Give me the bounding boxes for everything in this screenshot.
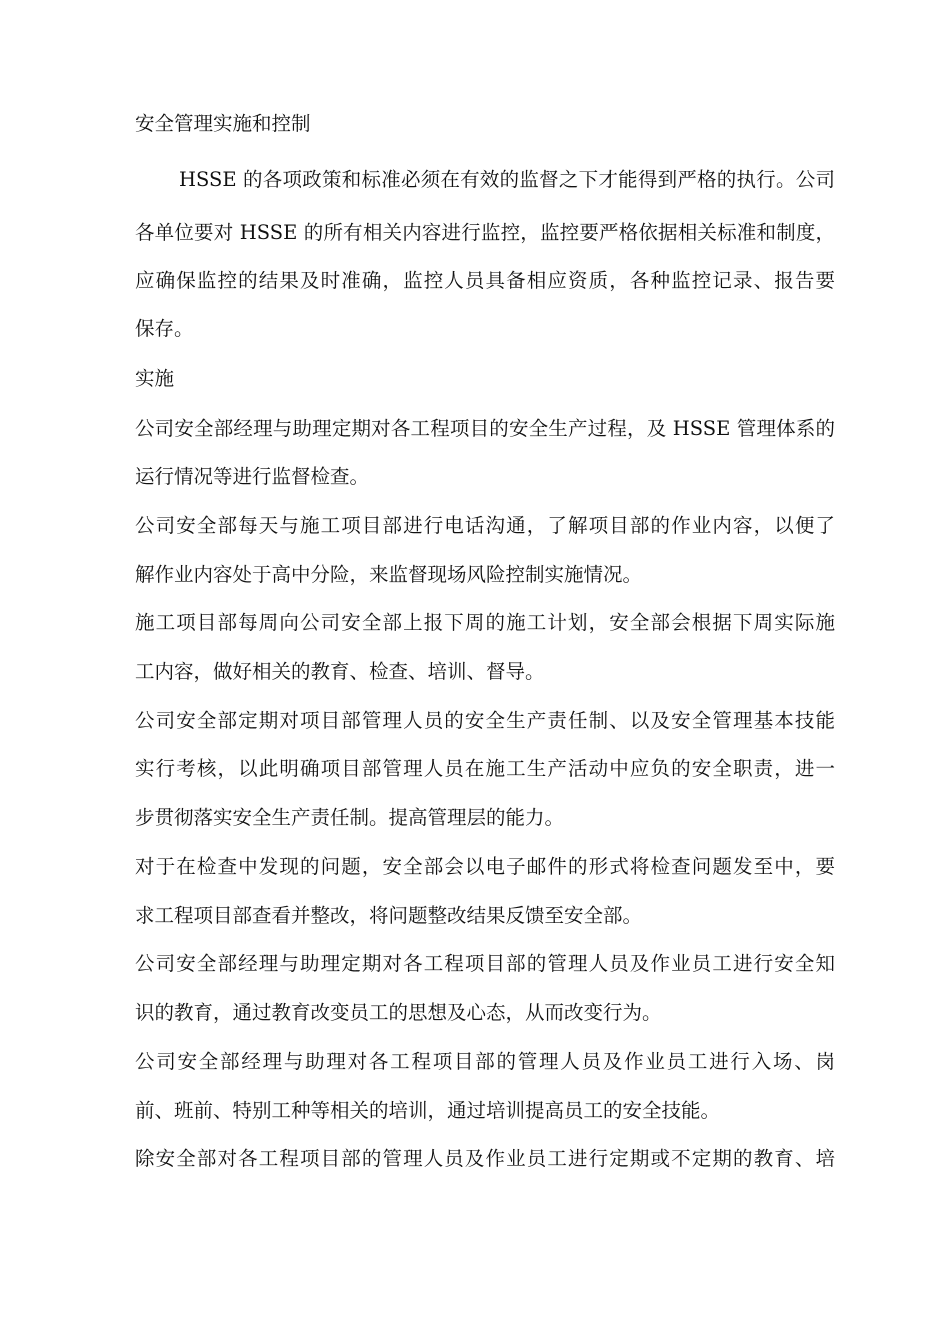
body-line-3: 公司安全部每天与施工项目部进行电话沟通，了解项目部的作业内容，以便了 — [135, 514, 835, 537]
body-line-15: 前、班前、特别工种等相关的培训，通过培训提高员工的安全技能。 — [135, 1099, 721, 1122]
body-line-13: 识的教育，通过教育改变员工的思想及心态，从而改变行为。 — [135, 1001, 662, 1024]
body-line-5: 施工项目部每周向公司安全部上报下周的施工计划，安全部会根据下周实际施 — [135, 611, 835, 634]
body-line-1: 公司安全部经理与助理定期对各工程项目的安全生产过程，及 HSSE 管理体系的 — [135, 417, 835, 440]
body-line-16: 除安全部对各工程项目部的管理人员及作业员工进行定期或不定期的教育、培 — [135, 1147, 835, 1170]
body-line-7: 公司安全部定期对项目部管理人员的安全生产责任制、以及安全管理基本技能 — [135, 709, 835, 732]
body-line-12: 公司安全部经理与助理定期对各工程项目部的管理人员及作业员工进行安全知 — [135, 952, 835, 975]
body-line-8: 实行考核，以此明确项目部管理人员在施工生产活动中应负的安全职责，进一 — [135, 757, 835, 780]
section-title: 实施 — [135, 367, 175, 390]
body-line-14: 公司安全部经理与助理对各工程项目部的管理人员及作业员工进行入场、岗 — [135, 1050, 835, 1073]
body-line-2: 运行情况等进行监督检查。 — [135, 465, 370, 488]
intro-line-3: 应确保监控的结果及时准确，监控人员具备相应资质，各种监控记录、报告要 — [135, 269, 835, 292]
intro-line-2: 各单位要对 HSSE 的所有相关内容进行监控，监控要严格依据相关标准和制度， — [135, 221, 835, 244]
body-line-4: 解作业内容处于高中分险，来监督现场风险控制实施情况。 — [135, 563, 643, 586]
body-line-11: 求工程项目部查看并整改，将问题整改结果反馈至安全部。 — [135, 904, 643, 927]
document-heading: 安全管理实施和控制 — [135, 112, 311, 135]
body-line-10: 对于在检查中发现的问题，安全部会以电子邮件的形式将检查问题发至中，要 — [135, 855, 835, 878]
body-line-6: 工内容，做好相关的教育、检查、培训、督导。 — [135, 660, 545, 683]
body-line-9: 步贯彻落实安全生产责任制。提高管理层的能力。 — [135, 806, 565, 829]
intro-line-1: HSSE 的各项政策和标准必须在有效的监督之下才能得到严格的执行。公司 — [179, 168, 835, 191]
intro-line-4: 保存。 — [135, 317, 194, 340]
